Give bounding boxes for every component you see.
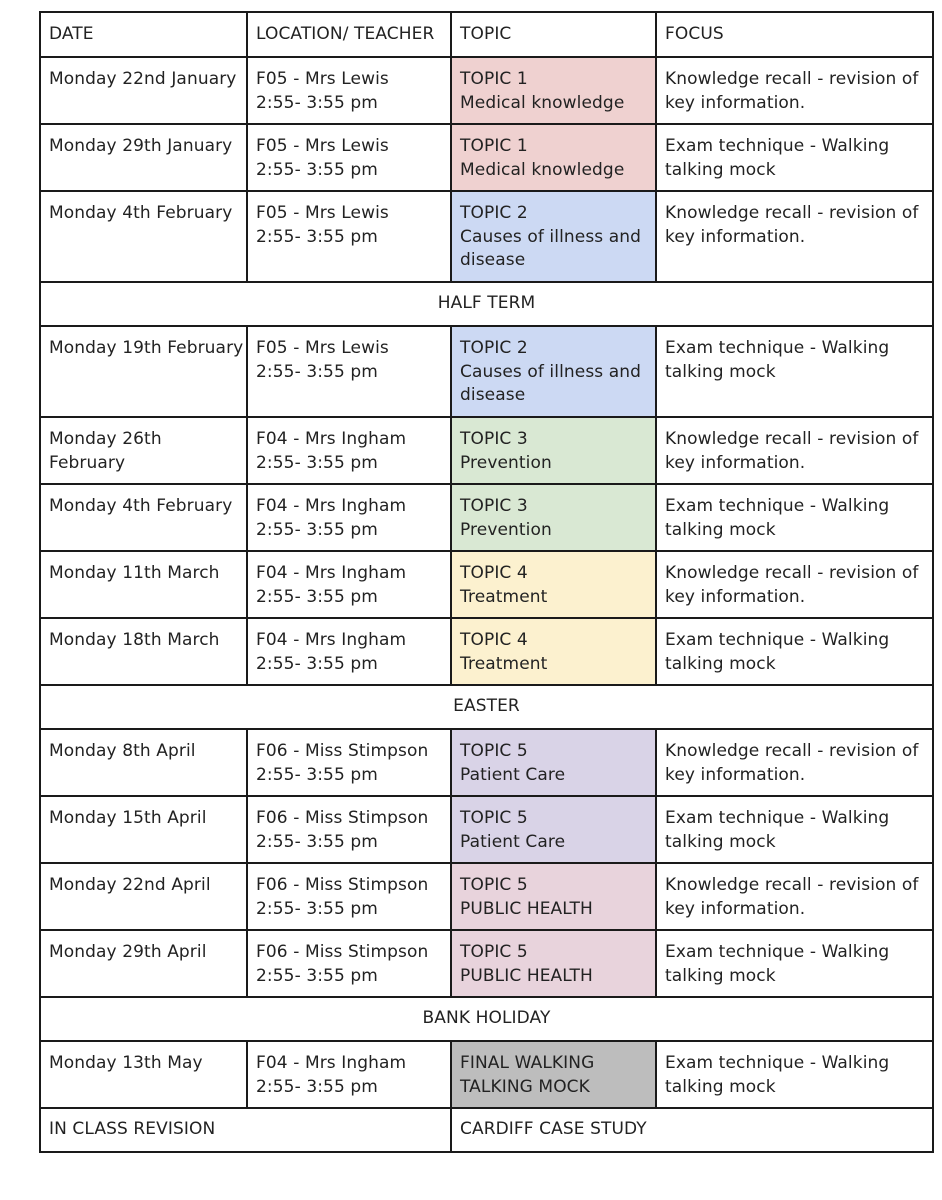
date-cell: Monday 18th March [40, 618, 247, 685]
footer-row [40, 1108, 933, 1152]
location-cell: F06 - Miss Stimpson 2:55- 3:55 pm [247, 930, 451, 997]
location-cell: F05 - Mrs Lewis 2:55- 3:55 pm [247, 57, 451, 124]
table-row [40, 618, 933, 685]
in-class-revision-cell: IN CLASS REVISION [40, 1108, 451, 1152]
topic-cell: TOPIC 4 Treatment [451, 618, 656, 685]
divider-row [40, 282, 933, 326]
focus-cell: Exam technique - Walking talking mock [656, 930, 933, 997]
table-row [40, 1041, 933, 1108]
table-row [40, 930, 933, 997]
divider-row [40, 685, 933, 729]
header-date: DATE [40, 12, 247, 57]
date-cell: Monday 4th February [40, 191, 247, 282]
date-cell: Monday 22nd April [40, 863, 247, 930]
focus-cell: Exam technique - Walking talking mock [656, 618, 933, 685]
location-cell: F05 - Mrs Lewis 2:55- 3:55 pm [247, 124, 451, 191]
header-focus: FOCUS [656, 12, 933, 57]
topic-cell: TOPIC 2 Causes of illness and disease [451, 191, 656, 282]
divider-row [40, 997, 933, 1041]
date-cell: Monday 29th January [40, 124, 247, 191]
focus-cell: Exam technique - Walking talking mock [656, 1041, 933, 1108]
table-row [40, 326, 933, 417]
topic-cell: TOPIC 1 Medical knowledge [451, 57, 656, 124]
topic-cell: TOPIC 5 Patient Care [451, 796, 656, 863]
header-row [40, 12, 933, 57]
location-cell: F06 - Miss Stimpson 2:55- 3:55 pm [247, 863, 451, 930]
header-topic: TOPIC [451, 12, 656, 57]
date-cell: Monday 26th February [40, 417, 247, 484]
focus-cell: Exam technique - Walking talking mock [656, 326, 933, 417]
topic-cell: TOPIC 4 Treatment [451, 551, 656, 618]
topic-cell: TOPIC 5 PUBLIC HEALTH [451, 863, 656, 930]
table-row [40, 191, 933, 282]
table-row [40, 796, 933, 863]
date-cell: Monday 15th April [40, 796, 247, 863]
location-cell: F06 - Miss Stimpson 2:55- 3:55 pm [247, 729, 451, 796]
table-row [40, 484, 933, 551]
date-cell: Monday 11th March [40, 551, 247, 618]
focus-cell: Exam technique - Walking talking mock [656, 124, 933, 191]
focus-cell: Exam technique - Walking talking mock [656, 484, 933, 551]
table-row [40, 551, 933, 618]
topic-cell: TOPIC 5 Patient Care [451, 729, 656, 796]
topic-cell: TOPIC 1 Medical knowledge [451, 124, 656, 191]
location-cell: F04 - Mrs Ingham 2:55- 3:55 pm [247, 1041, 451, 1108]
focus-cell: Knowledge recall - revision of key information. [656, 551, 933, 618]
focus-cell: Knowledge recall - revision of key information. [656, 863, 933, 930]
date-cell: Monday 4th February [40, 484, 247, 551]
date-cell: Monday 19th February [40, 326, 247, 417]
focus-cell: Knowledge recall - revision of key information. [656, 729, 933, 796]
half-term-divider: HALF TERM [40, 282, 933, 326]
focus-cell: Exam technique - Walking talking mock [656, 796, 933, 863]
location-cell: F04 - Mrs Ingham 2:55- 3:55 pm [247, 417, 451, 484]
focus-cell: Knowledge recall - revision of key information. [656, 191, 933, 282]
table-row [40, 124, 933, 191]
table-row [40, 417, 933, 484]
location-cell: F05 - Mrs Lewis 2:55- 3:55 pm [247, 326, 451, 417]
location-cell: F04 - Mrs Ingham 2:55- 3:55 pm [247, 484, 451, 551]
topic-cell: TOPIC 3 Prevention [451, 484, 656, 551]
table-row [40, 57, 933, 124]
location-cell: F04 - Mrs Ingham 2:55- 3:55 pm [247, 618, 451, 685]
header-location: LOCATION/ TEACHER [247, 12, 451, 57]
focus-cell: Knowledge recall - revision of key information. [656, 57, 933, 124]
date-cell: Monday 8th April [40, 729, 247, 796]
date-cell: Monday 13th May [40, 1041, 247, 1108]
table-row [40, 729, 933, 796]
revision-schedule [39, 11, 932, 1153]
easter-divider: EASTER [40, 685, 933, 729]
topic-cell: TOPIC 2 Causes of illness and disease [451, 326, 656, 417]
topic-cell: TOPIC 3 Prevention [451, 417, 656, 484]
schedule-table [39, 11, 934, 1153]
cardiff-case-study-cell: CARDIFF CASE STUDY [451, 1108, 933, 1152]
table-row [40, 863, 933, 930]
date-cell: Monday 22nd January [40, 57, 247, 124]
location-cell: F04 - Mrs Ingham 2:55- 3:55 pm [247, 551, 451, 618]
date-cell: Monday 29th April [40, 930, 247, 997]
location-cell: F05 - Mrs Lewis 2:55- 3:55 pm [247, 191, 451, 282]
bank-holiday-divider: BANK HOLIDAY [40, 997, 933, 1041]
focus-cell: Knowledge recall - revision of key information. [656, 417, 933, 484]
topic-cell: TOPIC 5 PUBLIC HEALTH [451, 930, 656, 997]
topic-cell: FINAL WALKING TALKING MOCK [451, 1041, 656, 1108]
location-cell: F06 - Miss Stimpson 2:55- 3:55 pm [247, 796, 451, 863]
